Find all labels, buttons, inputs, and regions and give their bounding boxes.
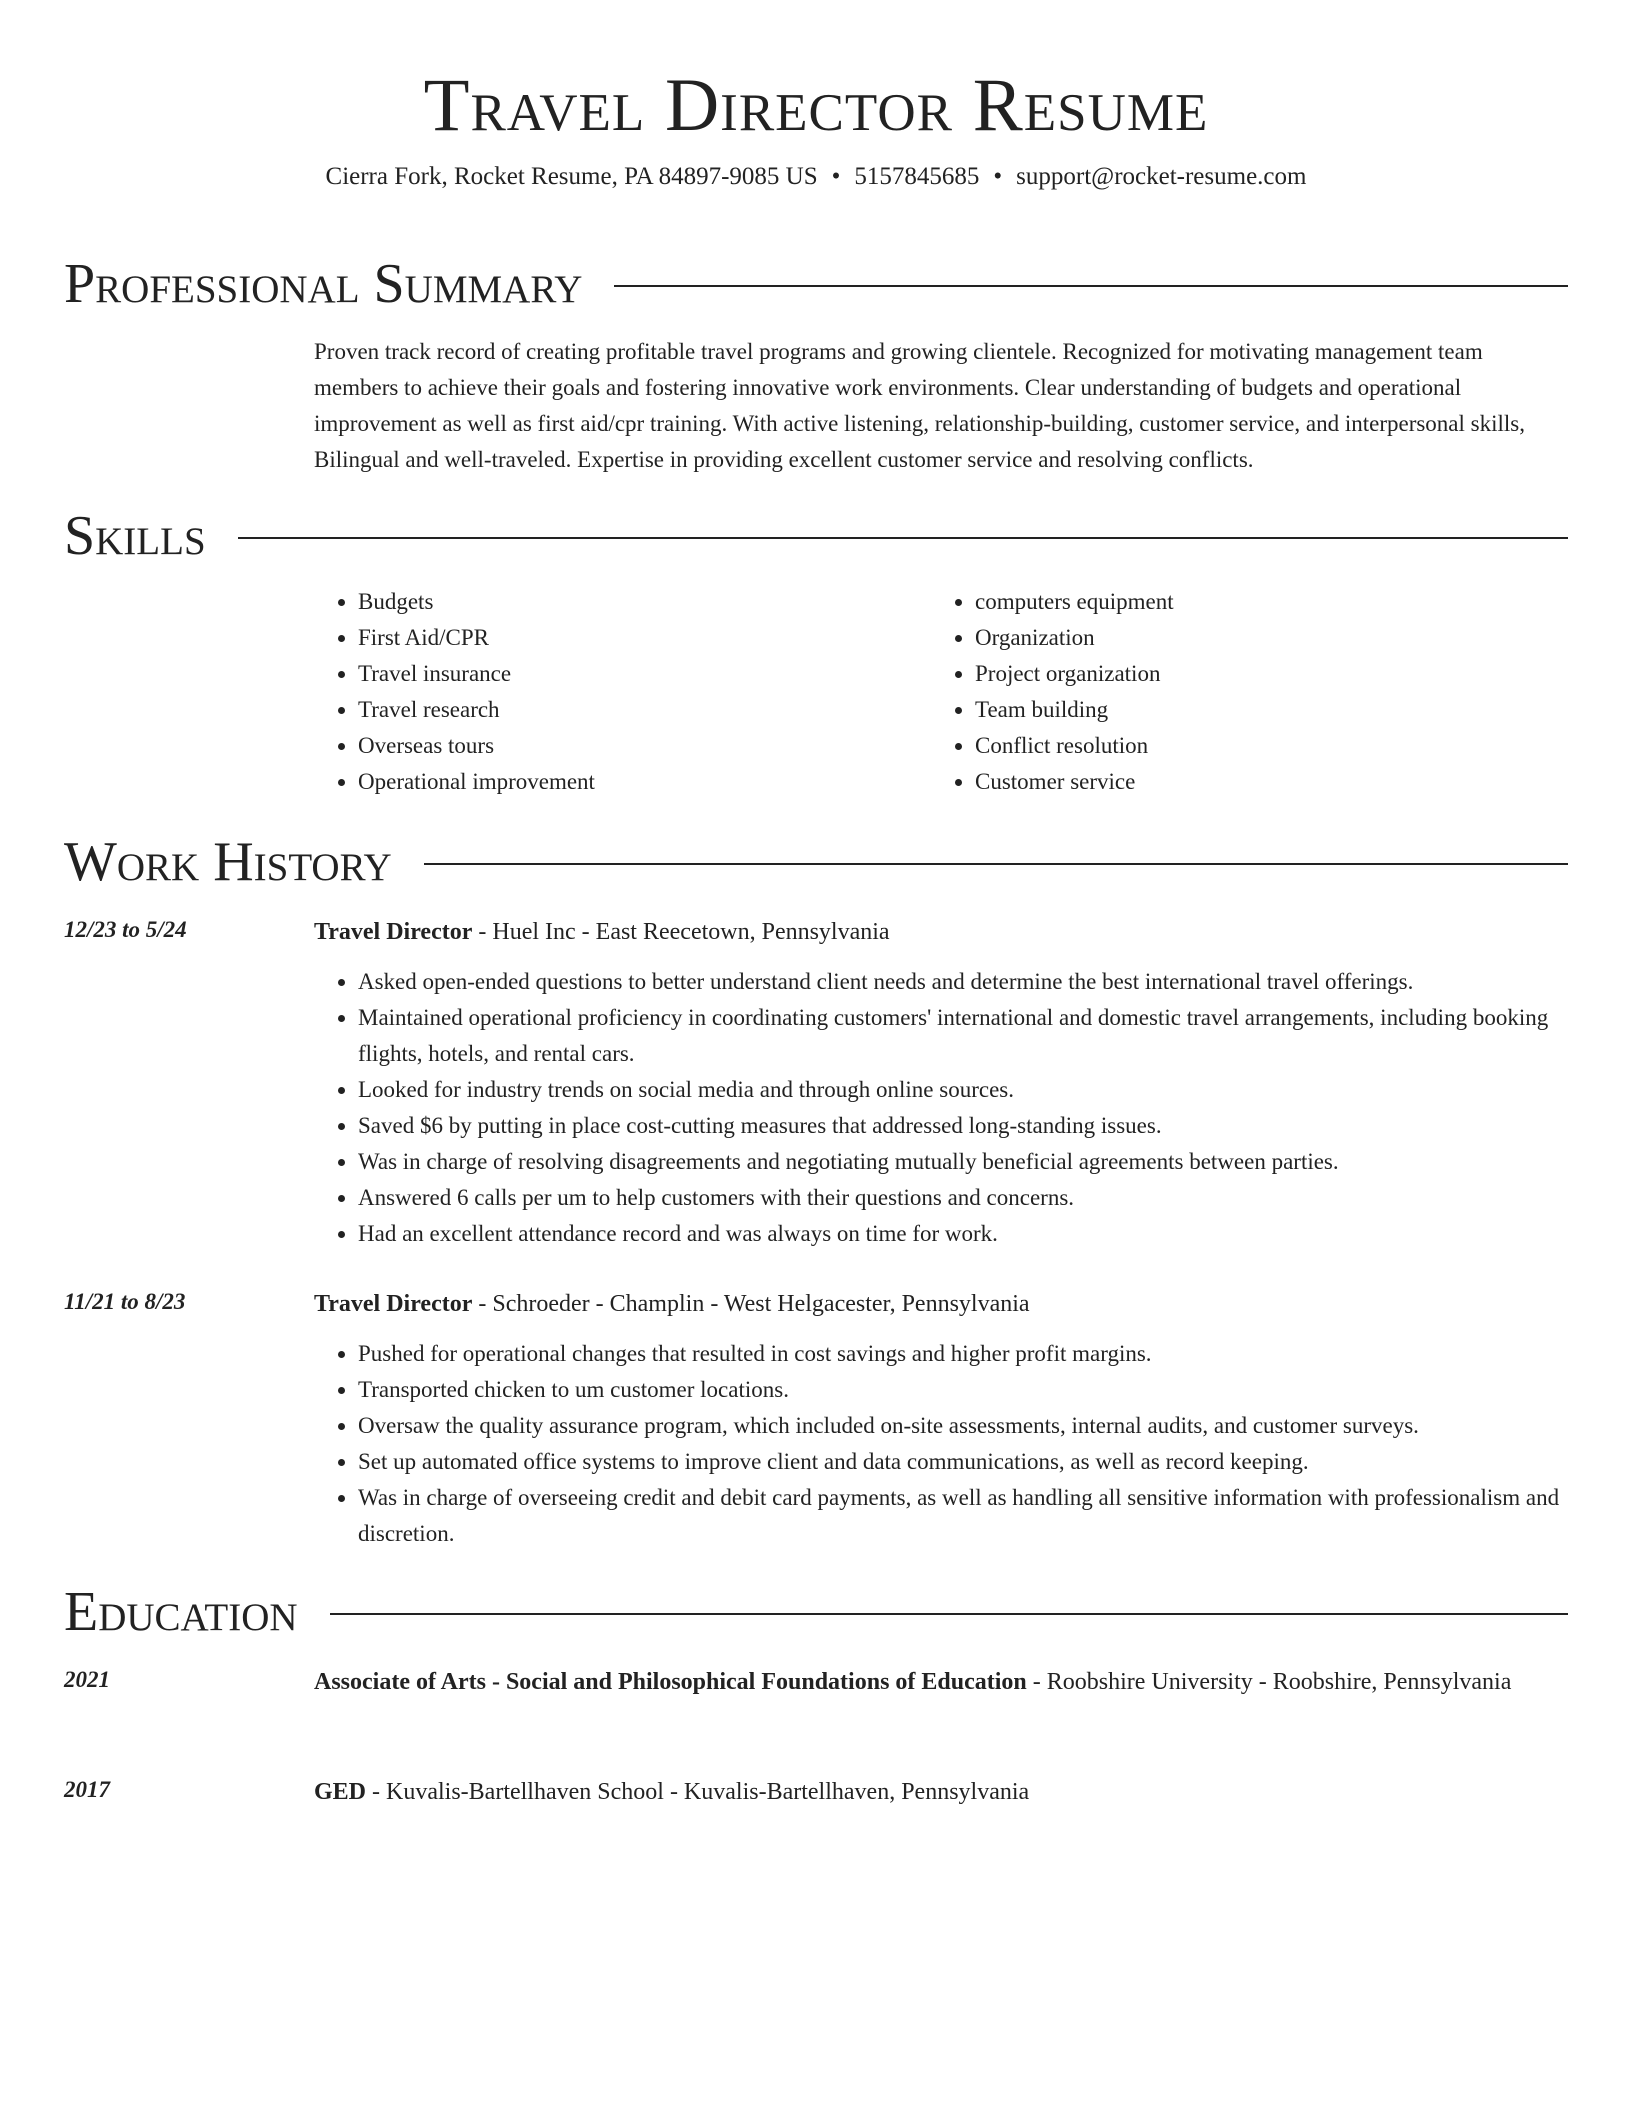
skill-item: • Budgets (358, 584, 931, 620)
skill-item: • Overseas tours (358, 728, 931, 764)
skills-section-header (64, 504, 1568, 568)
contact-email: support@rocket-resume.com (1016, 163, 1307, 190)
skills-heading: Skills (64, 505, 206, 567)
summary-section-header (64, 252, 1568, 316)
skill-item: • Conflict resolution (975, 728, 1548, 764)
skill-item: • Organization (975, 620, 1548, 656)
job-heading (314, 912, 1568, 952)
skill-item: • Team building (975, 692, 1548, 728)
skill-item: • Travel research (358, 692, 931, 728)
contact-address: Cierra Fork, Rocket Resume, PA 84897-9085 US (325, 163, 818, 190)
contact-separator: • (993, 163, 1003, 190)
job-bullet: • Saved $6 by putting in place cost-cutting measures that addressed long-standing issues. (358, 1108, 1568, 1144)
job-dates: 11/21 to 8/23 (64, 1289, 186, 1314)
skill-item: • Operational improvement (358, 764, 931, 800)
work-section-header (64, 830, 1568, 894)
job-entry (64, 1284, 1568, 1552)
skill-item: • Customer service (975, 764, 1548, 800)
job-company: - Schroeder - Champlin - West Helgacester, Pennsylvania (472, 1291, 1030, 1317)
job-bullet: • Answered 6 calls per um to help customers with their questions and concerns. (358, 1180, 1568, 1216)
education-degree: Associate of Arts - Social and Philosophical Foundations of Education (314, 1669, 1027, 1695)
skill-item: • Travel insurance (358, 656, 931, 692)
job-bullet: • Transported chicken to um customer locations. (358, 1372, 1568, 1408)
job-bullet: • Had an excellent attendance record and was always on time for work. (358, 1216, 1568, 1252)
skill-item: • Project organization (975, 656, 1548, 692)
education-heading-line (314, 1662, 1568, 1702)
job-bullet: • Pushed for operational changes that resulted in cost savings and higher profit margins. (358, 1336, 1568, 1372)
education-entry (64, 1772, 1568, 1812)
education-section-header (64, 1580, 1568, 1644)
job-bullet: • Was in charge of resolving disagreements and negotiating mutually beneficial agreements between parties. (358, 1144, 1568, 1180)
job-title: Travel Director (314, 1291, 473, 1317)
job-entry (64, 912, 1568, 1252)
job-bullets (314, 1336, 1568, 1552)
education-year: 2021 (64, 1667, 110, 1692)
education-heading: Education (64, 1581, 298, 1643)
job-bullet: • Looked for industry trends on social media and through online sources. (358, 1072, 1568, 1108)
skills-column-left (314, 584, 931, 800)
summary-heading: Professional Summary (64, 253, 583, 315)
skill-item: • computers equipment (975, 584, 1548, 620)
education-heading-line (314, 1772, 1568, 1812)
job-bullet: • Was in charge of overseeing credit and debit card payments, as well as handling all sensitive information with professionalism and discretion. (358, 1480, 1568, 1552)
resume-title: Travel Director Resume (423, 64, 1209, 147)
education-degree: GED (314, 1779, 367, 1805)
job-bullet: • Maintained operational proficiency in coordinating customers' international and domestic travel arrangements, including booking flights, hotels, and rental cars. (358, 1000, 1568, 1072)
section-divider (238, 537, 1568, 539)
job-bullet: • Oversaw the quality assurance program, which included on-site assessments, internal audits, and customer surveys. (358, 1408, 1568, 1444)
contact-phone: 5157845685 (854, 163, 980, 190)
skills-list (314, 584, 1568, 800)
section-divider (614, 285, 1568, 287)
job-bullet: • Set up automated office systems to improve client and data communications, as well as record keeping. (358, 1444, 1568, 1480)
job-heading (314, 1284, 1568, 1324)
job-dates: 12/23 to 5/24 (64, 917, 187, 942)
section-divider (424, 863, 1568, 865)
job-company: - Huel Inc - East Reecetown, Pennsylvania (472, 919, 890, 945)
skill-item: • First Aid/CPR (358, 620, 931, 656)
education-school: - Kuvalis-Bartellhaven School - Kuvalis-Bartellhaven, Pennsylvania (366, 1779, 1030, 1805)
work-heading: Work History (64, 831, 392, 893)
job-bullets (314, 964, 1568, 1252)
skills-column-right (931, 584, 1548, 800)
education-year: 2017 (64, 1777, 110, 1802)
contact-separator: • (831, 163, 841, 190)
education-school: - Roobshire University - Roobshire, Pennsylvania (1026, 1669, 1512, 1695)
education-entry (64, 1662, 1568, 1702)
section-divider (330, 1613, 1568, 1615)
summary-text: Proven track record of creating profitable travel programs and growing clientele. Recognized for motivating management team members to achieve their goals and fostering innovative work environments. Clear understanding of budgets and operational improvement as well as first aid/cpr training. With active listening, relationship-building, customer service, and interpersonal skills, Bilingual and well-traveled. Expertise in providing excellent customer service and resolving conflicts. (314, 339, 1525, 472)
job-bullet: • Asked open-ended questions to better understand client needs and determine the best international travel offerings. (358, 964, 1568, 1000)
contact-line (0, 160, 1632, 194)
job-title: Travel Director (314, 919, 473, 945)
